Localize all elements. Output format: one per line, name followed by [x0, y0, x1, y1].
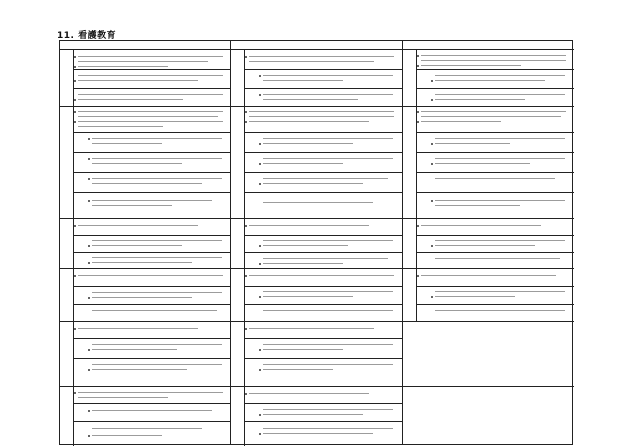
sub-row-divider — [245, 304, 402, 305]
section-block-4 — [403, 269, 574, 322]
row-label-1 — [403, 50, 417, 106]
text-line — [435, 258, 560, 259]
bullet-dot — [431, 296, 433, 298]
text-line — [263, 263, 343, 264]
text-line — [92, 428, 202, 429]
bullet-dot — [88, 262, 90, 264]
bullet-dot — [245, 56, 247, 58]
bullet-dot — [74, 275, 76, 277]
section-block-6 — [231, 387, 402, 446]
sub-row-divider — [245, 338, 402, 339]
sub-row-divider — [245, 192, 402, 193]
row-label-2 — [231, 107, 245, 218]
text-line — [421, 121, 501, 122]
sub-row-divider — [245, 358, 402, 359]
text-line — [92, 138, 222, 139]
bullet-dot — [74, 99, 76, 101]
row-label-2 — [403, 107, 417, 218]
text-line — [92, 349, 177, 350]
bullet-dot — [245, 121, 247, 123]
text-line — [249, 225, 369, 226]
text-line — [78, 397, 168, 398]
text-line — [92, 410, 212, 411]
text-line — [435, 94, 565, 95]
text-line — [78, 94, 223, 95]
row-label-3 — [403, 219, 417, 268]
bullet-dot — [431, 99, 433, 101]
text-line — [92, 158, 222, 159]
sub-row-divider — [417, 69, 574, 70]
text-line — [421, 65, 521, 66]
text-line — [263, 163, 343, 164]
section-block-1 — [403, 50, 574, 107]
sub-row-divider — [245, 172, 402, 173]
column-right — [403, 41, 574, 444]
text-line — [263, 428, 393, 429]
text-line — [92, 262, 192, 263]
text-line — [92, 364, 222, 365]
text-line — [78, 80, 198, 81]
text-line — [78, 225, 198, 226]
text-line — [421, 116, 561, 117]
text-line — [263, 258, 388, 259]
row-label-2 — [60, 107, 74, 218]
column-header-right — [403, 41, 574, 50]
bullet-dot — [74, 111, 76, 113]
sub-row-divider — [245, 421, 402, 422]
bullet-dot — [88, 410, 90, 412]
sub-row-divider — [245, 235, 402, 236]
bullet-dot — [88, 200, 90, 202]
text-line — [421, 275, 556, 276]
text-line — [435, 240, 565, 241]
bullet-dot — [431, 163, 433, 165]
text-line — [78, 121, 223, 122]
text-line — [263, 414, 363, 415]
column-left — [60, 41, 231, 444]
bullet-dot — [88, 369, 90, 371]
text-line — [249, 121, 369, 122]
bullet-dot — [88, 245, 90, 247]
text-line — [263, 245, 348, 246]
bullet-dot — [431, 80, 433, 82]
text-line — [78, 328, 198, 329]
text-line — [435, 99, 525, 100]
text-line — [263, 143, 353, 144]
sub-row-divider — [74, 192, 230, 193]
section-block-6 — [60, 387, 230, 446]
bullet-dot — [74, 328, 76, 330]
text-line — [263, 178, 388, 179]
text-line — [249, 116, 394, 117]
bullet-dot — [88, 435, 90, 437]
bullet-dot — [259, 349, 261, 351]
text-line — [435, 143, 510, 144]
bullet-dot — [74, 392, 76, 394]
sub-row-divider — [74, 252, 230, 253]
bullet-dot — [259, 369, 261, 371]
text-line — [263, 80, 343, 81]
text-line — [263, 138, 393, 139]
text-line — [249, 111, 394, 112]
bullet-dot — [259, 263, 261, 265]
sub-row-divider — [74, 286, 230, 287]
row-label-1 — [231, 50, 245, 106]
text-line — [421, 55, 566, 56]
bullet-dot — [259, 183, 261, 185]
bullet-dot — [417, 121, 419, 123]
sub-row-divider — [245, 252, 402, 253]
section-block-3 — [60, 219, 230, 269]
text-line — [78, 275, 223, 276]
text-line — [249, 56, 394, 57]
text-line — [78, 75, 223, 76]
row-label-6 — [60, 387, 74, 446]
sub-row-divider — [74, 358, 230, 359]
text-line — [263, 433, 373, 434]
bullet-dot — [245, 393, 247, 395]
text-line — [92, 245, 182, 246]
text-line — [435, 245, 535, 246]
sub-row-divider — [74, 152, 230, 153]
text-line — [263, 202, 373, 203]
section-block-3 — [231, 219, 402, 269]
bullet-dot — [259, 414, 261, 416]
text-line — [435, 138, 565, 139]
bullet-dot — [259, 245, 261, 247]
sub-row-divider — [74, 132, 230, 133]
bullet-dot — [259, 296, 261, 298]
text-line — [263, 310, 393, 311]
bullet-dot — [88, 297, 90, 299]
text-line — [92, 163, 182, 164]
row-label-5 — [60, 322, 74, 386]
sub-row-divider — [417, 192, 574, 193]
text-line — [92, 183, 202, 184]
sub-row-divider — [245, 152, 402, 153]
section-block-2 — [231, 107, 402, 219]
text-line — [249, 393, 369, 394]
text-line — [435, 296, 515, 297]
text-line — [263, 409, 393, 410]
text-line — [435, 75, 565, 76]
text-line — [435, 80, 545, 81]
sub-row-divider — [74, 88, 230, 89]
text-line — [92, 200, 212, 201]
bullet-dot — [259, 75, 261, 77]
section-block-5 — [231, 322, 402, 387]
text-line — [92, 257, 222, 258]
sub-row-divider — [417, 286, 574, 287]
bullet-dot — [259, 433, 261, 435]
bullet-dot — [417, 65, 419, 67]
text-line — [78, 61, 208, 62]
sub-row-divider — [74, 172, 230, 173]
bullet-dot — [74, 121, 76, 123]
section-block-4 — [60, 269, 230, 322]
text-line — [263, 364, 393, 365]
page-title: 11. 看護教育 — [57, 31, 117, 41]
text-line — [92, 292, 222, 293]
row-label-3 — [60, 219, 74, 268]
section-block-6 — [403, 387, 574, 446]
text-line — [435, 205, 520, 206]
sub-row-divider — [74, 235, 230, 236]
sub-row-divider — [417, 152, 574, 153]
text-line — [78, 56, 223, 57]
sub-row-divider — [245, 403, 402, 404]
bullet-dot — [245, 328, 247, 330]
section-block-1 — [231, 50, 402, 107]
row-label-5 — [231, 322, 245, 386]
bullet-dot — [74, 56, 76, 58]
bullet-dot — [245, 225, 247, 227]
row-label-4 — [231, 269, 245, 321]
text-line — [92, 344, 222, 345]
row-label-1 — [60, 50, 74, 106]
sub-row-divider — [417, 304, 574, 305]
text-line — [78, 116, 218, 117]
section-block-4 — [231, 269, 402, 322]
bullet-dot — [417, 111, 419, 113]
text-line — [263, 369, 333, 370]
sub-row-divider — [74, 403, 230, 404]
sub-row-divider — [417, 88, 574, 89]
text-line — [435, 163, 530, 164]
text-line — [92, 297, 192, 298]
text-line — [78, 111, 223, 112]
text-line — [435, 291, 565, 292]
text-line — [92, 178, 222, 179]
text-line — [249, 328, 374, 329]
row-label-6 — [231, 387, 245, 446]
bullet-dot — [88, 138, 90, 140]
sub-row-divider — [417, 235, 574, 236]
text-line — [421, 225, 541, 226]
text-line — [435, 158, 565, 159]
row-label-3 — [231, 219, 245, 268]
text-line — [263, 291, 393, 292]
sub-row-divider — [74, 69, 230, 70]
column-header-left — [60, 41, 230, 50]
row-label-4 — [403, 269, 417, 321]
section-block-1 — [60, 50, 230, 107]
text-line — [263, 296, 353, 297]
text-line — [78, 99, 183, 100]
sub-row-divider — [417, 252, 574, 253]
row-label-4 — [60, 269, 74, 321]
text-line — [92, 435, 162, 436]
sub-row-divider — [245, 69, 402, 70]
bullet-dot — [88, 349, 90, 351]
text-line — [435, 310, 565, 311]
column-middle — [231, 41, 403, 444]
bullet-dot — [417, 275, 419, 277]
bullet-dot — [431, 143, 433, 145]
section-block-2 — [403, 107, 574, 219]
bullet-dot — [245, 275, 247, 277]
sub-row-divider — [245, 88, 402, 89]
nursing-education-table — [59, 40, 573, 445]
text-line — [263, 349, 343, 350]
bullet-dot — [74, 66, 76, 68]
text-line — [263, 183, 363, 184]
text-line — [78, 66, 168, 67]
section-block-5 — [60, 322, 230, 387]
sub-row-divider — [245, 286, 402, 287]
sub-row-divider — [417, 132, 574, 133]
bullet-dot — [88, 158, 90, 160]
sub-row-divider — [74, 338, 230, 339]
text-line — [263, 99, 358, 100]
text-line — [421, 111, 566, 112]
bullet-dot — [259, 163, 261, 165]
text-line — [78, 392, 223, 393]
section-block-5 — [403, 322, 574, 387]
text-line — [263, 344, 393, 345]
text-line — [421, 60, 566, 61]
text-line — [92, 310, 217, 311]
text-line — [92, 143, 162, 144]
text-line — [263, 240, 393, 241]
bullet-dot — [259, 94, 261, 96]
sub-row-divider — [74, 304, 230, 305]
text-line — [263, 94, 393, 95]
section-block-3 — [403, 219, 574, 269]
column-header-middle — [231, 41, 402, 50]
bullet-dot — [245, 111, 247, 113]
text-line — [249, 61, 374, 62]
bullet-dot — [259, 143, 261, 145]
text-line — [92, 369, 187, 370]
text-line — [78, 126, 163, 127]
sub-row-divider — [74, 421, 230, 422]
section-block-2 — [60, 107, 230, 219]
bullet-dot — [431, 200, 433, 202]
text-line — [92, 205, 172, 206]
sub-row-divider — [417, 172, 574, 173]
bullet-dot — [74, 80, 76, 82]
text-line — [435, 200, 565, 201]
text-line — [92, 240, 222, 241]
bullet-dot — [74, 225, 76, 227]
bullet-dot — [417, 225, 419, 227]
text-line — [263, 75, 393, 76]
bullet-dot — [417, 55, 419, 57]
bullet-dot — [88, 178, 90, 180]
bullet-dot — [431, 245, 433, 247]
text-line — [435, 178, 555, 179]
text-line — [263, 158, 393, 159]
text-line — [249, 275, 394, 276]
sub-row-divider — [245, 132, 402, 133]
